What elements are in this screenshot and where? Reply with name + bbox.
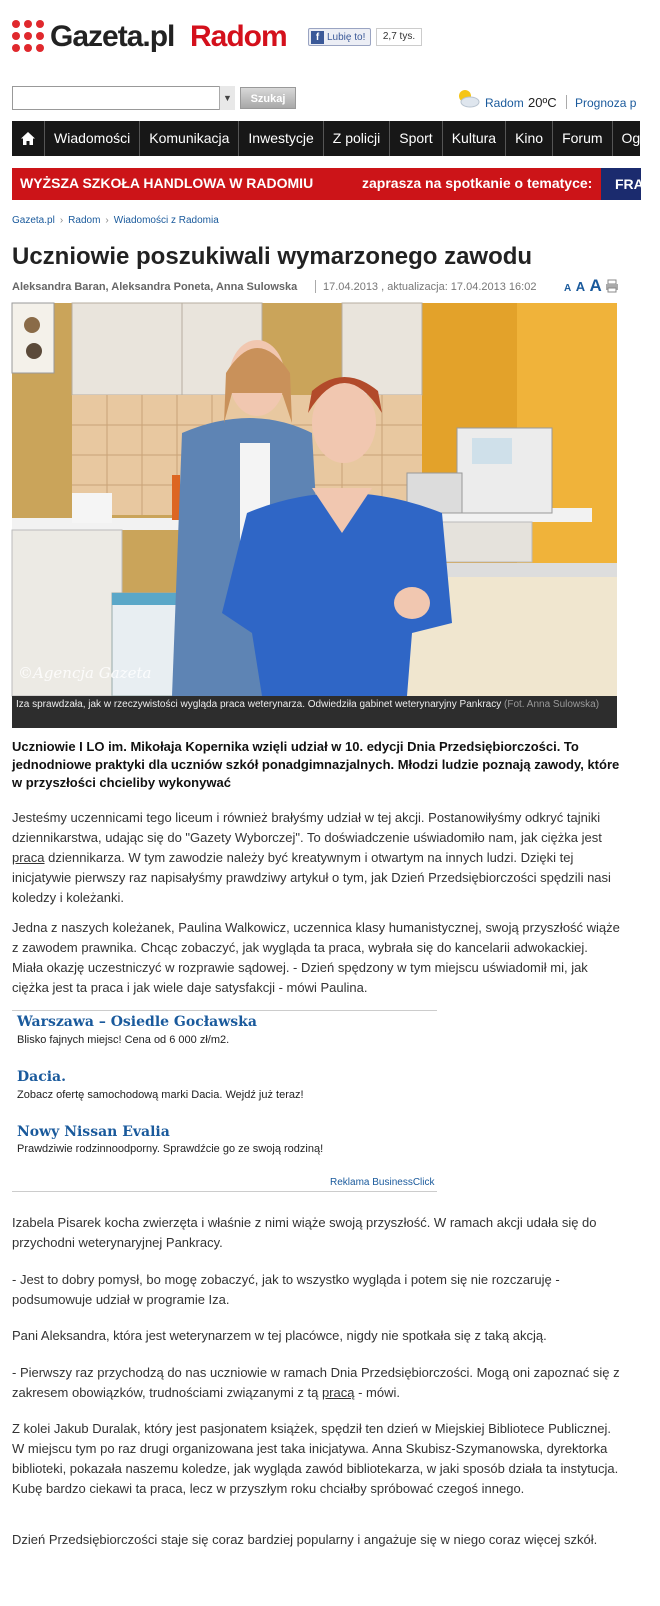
nav-item-z-policji[interactable]: Z policji xyxy=(324,121,390,156)
divider xyxy=(566,95,567,109)
nav-item-kino[interactable]: Kino xyxy=(506,121,553,156)
article-lead: Uczniowie I LO im. Mikołaja Kopernika wzięli udział w 10. edycji Dnia Przedsiębiorczości. To jednodniowe praktyki dla uczniów szkół ponadgimnazjalnych. Młodzi ludzie poznają zawody, które w przyszłości chcieliby wykonywać xyxy=(12,739,620,790)
ad-text: Blisko fajnych miejsc! Cena od 6 000 zł/m2. xyxy=(17,1034,230,1046)
article-paragraph xyxy=(12,1363,622,1403)
ad-title-link[interactable]: Nowy Nissan Evalia xyxy=(17,1124,170,1140)
like-label: Lubię to! xyxy=(327,31,366,43)
paragraph-text: Jesteśmy uczennicami tego liceum i również brałyśmy udział w tej akcji. Postanowiłyśmy odkryć tajniki dziennikarstwa, udając się do "Gazety Wyborczej". To doświadczenie uświadomiło nam, jak ciężka jest xyxy=(12,810,602,845)
breadcrumb-separator-icon: › xyxy=(59,215,64,226)
partly-sunny-icon xyxy=(456,88,480,108)
banner-title: WYŻSZA SZKOŁA HANDLOWA W RADOMIU xyxy=(20,175,314,191)
breadcrumb-item[interactable]: Gazeta.pl xyxy=(12,215,55,226)
print-icon[interactable] xyxy=(605,279,619,293)
ad-text: Zobacz ofertę samochodową marki Dacia. Wejdź już teraz! xyxy=(17,1089,304,1101)
article-photo[interactable] xyxy=(12,303,617,696)
photo-credit: (Fot. Anna Sulowska) xyxy=(504,699,600,710)
praca-link[interactable]: pracą xyxy=(321,1385,355,1400)
banner-subtitle: zaprasza na spotkanie o tematyce: xyxy=(362,175,593,191)
banner-tail: FRA xyxy=(601,168,641,200)
article-paragraph xyxy=(12,808,622,908)
article-paragraph: Izabela Pisarek kocha zwierzęta i właśnie z nimi wiąże swoją przyszłość. W ramach akcji udała się do przychodni weterynaryjnej Pankracy. xyxy=(12,1215,597,1250)
caption-text: Iza sprawdzała, jak w rzeczywistości wygląda praca weterynarza. Odwiedziła gabinet weterynaryjny Pankracy xyxy=(16,699,502,710)
ad-banner[interactable] xyxy=(12,168,644,200)
breadcrumb-item[interactable]: Wiadomości z Radomia xyxy=(113,215,219,226)
nav-item-sport[interactable]: Sport xyxy=(390,121,442,156)
article-paragraph: Z kolei Jakub Duralak, który jest pasjonatem książek, spędził ten dzień w Miejskiej Bibliotece Publicznej. W miejscu tym po raz drugi organizowana jest taka inicjatywa. Anna Skubisz-Szymanowska, dyrektorka biblioteki, pokazała naszemu koledze, jak wygląda zawód bibliotekarza, w jaki sposób działa ta instytucja. Kubę bardzo ciekawi ta praca, lecz w przyszłym roku chciałby spróbować czegoś innego. xyxy=(12,1421,619,1496)
font-large-button[interactable]: A xyxy=(589,276,602,295)
ad-title-link[interactable]: Dacia. xyxy=(17,1069,66,1085)
font-small-button[interactable]: A xyxy=(564,283,572,294)
nav-item-inwestycje[interactable]: Inwestycje xyxy=(239,121,323,156)
article-title: Uczniowie poszukiwali wymarzonego zawodu xyxy=(12,243,533,270)
nav-item-ogloszenia[interactable]: Ogło xyxy=(621,130,652,146)
photo-caption xyxy=(12,696,617,728)
breadcrumb xyxy=(12,215,219,226)
breadcrumb-item[interactable]: Radom xyxy=(68,215,101,226)
article-paragraph: Pani Aleksandra, która jest weterynarzem w tej placówce, nigdy nie spotkała się z taką akcją. xyxy=(12,1328,547,1343)
paragraph-text: dziennikarza. W tym zawodzie należy być kreatywnym i otwartym na innych ludzi. Dzięki tej inicjatywie pierwszy raz napisałyśmy prawdziwy artykuł o tym, jak Dzień Przedsiębiorczości spędzili nasi koledzy i koleżanki. xyxy=(12,850,611,905)
like-count: 2,7 tys. xyxy=(376,28,422,46)
nav-item-forum[interactable]: Forum xyxy=(553,121,612,156)
ad-title-link[interactable]: Warszawa – Osiedle Gocławska xyxy=(17,1014,257,1030)
home-button[interactable] xyxy=(12,121,45,156)
article-paragraph: Jedna z naszych koleżanek, Paulina Walkowicz, uczennica klasy humanistycznej, swoją przyszłość wiąże z zawodem prawnika. Chcąc zobaczyć, jak wygląda ta praca, wybrała się do kancelarii adwokackiej. Miała okazję uczestniczyć w rozprawie sądowej. - Dzień spędzony w tym miejscu uświadomił mi, jak ciężka jest ta praca i jak wiele daje satysfakcji - mówi Paulina. xyxy=(12,920,620,995)
weather-city-link[interactable]: Radom xyxy=(485,96,524,110)
forecast-link[interactable]: Prognoza p xyxy=(575,96,637,110)
facebook-like-button[interactable] xyxy=(308,28,371,46)
site-logo[interactable]: Gazeta.pl xyxy=(50,20,175,53)
paragraph-text: - mówi. xyxy=(354,1385,400,1400)
weather-temperature: 20ºC xyxy=(528,95,557,110)
article-paragraph: - Jest to dobry pomysł, bo mogę zobaczyć, jak to wszystko wygląda i potem się nie rozczaruję - podsumowuje udział w programie Iza. xyxy=(12,1272,560,1307)
article-authors: Aleksandra Baran, Aleksandra Poneta, Anna Sulowska xyxy=(12,281,298,293)
ad-text: Prawdziwie rodzinnoodporny. Sprawdźcie go ze swoją rodziną! xyxy=(17,1143,324,1155)
nav-item-kultura[interactable]: Kultura xyxy=(443,121,506,156)
article-dates: 17.04.2013 , aktualizacja: 17.04.2013 16:02 xyxy=(323,281,537,293)
home-icon xyxy=(20,131,36,146)
main-nav xyxy=(12,121,652,156)
city-logo[interactable]: Radom xyxy=(190,20,287,53)
font-medium-button[interactable]: A xyxy=(575,279,586,294)
praca-link[interactable]: praca xyxy=(12,850,45,865)
divider xyxy=(315,280,316,293)
paragraph-text: - Pierwszy raz przychodzą do nas uczniowie w ramach Dnia Przedsiębiorczości. Mogą oni zapoznać się z zakresem obowiązków, trudnościami związanymi z tą xyxy=(12,1365,620,1400)
facebook-icon: f xyxy=(311,31,324,44)
nav-item-komunikacja[interactable]: Komunikacja xyxy=(140,121,239,156)
divider xyxy=(12,1010,437,1011)
divider xyxy=(12,1191,437,1192)
chevron-down-icon[interactable]: ▼ xyxy=(219,86,235,110)
article-paragraph: Dzień Przedsiębiorczości staje się coraz bardziej popularny i angażuje się w niego coraz więcej szkół. xyxy=(12,1532,598,1547)
logo-dots-icon[interactable] xyxy=(12,20,46,54)
ad-source-link[interactable]: Reklama BusinessClick xyxy=(330,1177,435,1188)
font-size-controls xyxy=(564,276,602,296)
search-button[interactable]: Szukaj xyxy=(240,87,296,109)
photo-watermark: ©Agencja Gazeta xyxy=(18,664,152,682)
nav-item-wiadomosci[interactable]: Wiadomości xyxy=(45,121,140,156)
search-input[interactable] xyxy=(12,86,235,110)
breadcrumb-separator-icon: › xyxy=(105,215,109,226)
